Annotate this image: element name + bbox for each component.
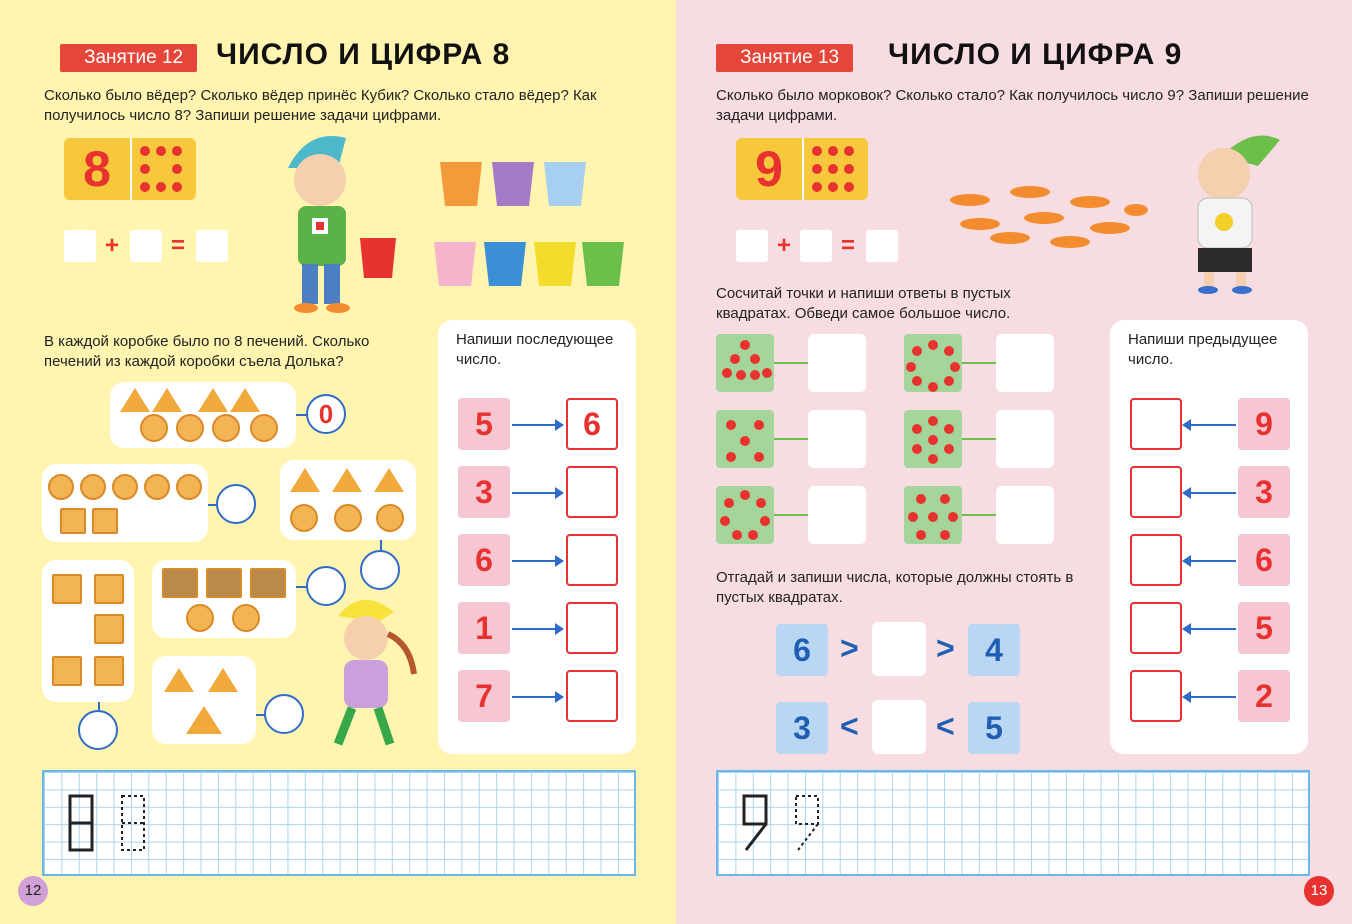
answer-box[interactable] (996, 334, 1054, 392)
connector (962, 438, 996, 440)
equals-sign: = (171, 232, 186, 259)
digit-8-sample (62, 792, 152, 854)
answer-circle[interactable] (78, 710, 118, 750)
answer-box[interactable] (566, 670, 618, 722)
lesson-badge: Занятие 12 (60, 44, 197, 72)
task-text: В каждой коробке было по 8 печений. Сколько печений из каждой коробки съела Долька? (44, 333, 370, 370)
number-box: 6 (776, 624, 828, 676)
equals-sign: = (841, 232, 856, 259)
cookie-box (110, 382, 296, 448)
answer-box[interactable] (736, 230, 768, 262)
answer-box[interactable] (866, 230, 898, 262)
answer-circle[interactable] (264, 694, 304, 734)
connector (962, 362, 996, 364)
connector (774, 514, 808, 516)
answer-box[interactable] (808, 334, 866, 392)
cookie-box (42, 560, 134, 702)
answer-box[interactable] (196, 230, 228, 262)
compare-sign: < (840, 708, 859, 744)
right-arrow-icon (512, 492, 562, 494)
given-number-box: 6 (1238, 534, 1290, 586)
answer-box[interactable] (872, 700, 926, 754)
dot-card (716, 410, 774, 468)
compare-sign: > (936, 630, 955, 666)
answer-box[interactable]: 6 (566, 398, 618, 450)
answer-box[interactable] (1130, 602, 1182, 654)
answer-box[interactable] (1130, 398, 1182, 450)
given-number-box: 9 (1238, 398, 1290, 450)
answer-box[interactable] (1130, 670, 1182, 722)
number-box: 5 (968, 702, 1020, 754)
dot-card (716, 334, 774, 392)
answer-circle[interactable]: 0 (306, 394, 346, 434)
card-digit: 9 (755, 141, 783, 197)
page-number: 13 (1304, 876, 1334, 906)
answer-box[interactable] (64, 230, 96, 262)
given-number-box: 2 (1238, 670, 1290, 722)
left-arrow-icon (1184, 560, 1236, 562)
given-number-box: 1 (458, 602, 510, 654)
given-number-box: 6 (458, 534, 510, 586)
page-title: ЧИСЛО И ЦИФРА 9 (888, 38, 1183, 71)
dot-pattern (130, 138, 196, 200)
dot-card (716, 486, 774, 544)
given-number-box: 3 (458, 466, 510, 518)
boy-illustration (1162, 126, 1292, 296)
answer-circle[interactable] (360, 550, 400, 590)
answer-box[interactable] (808, 410, 866, 468)
connector (774, 362, 808, 364)
right-arrow-icon (512, 696, 562, 698)
buckets-illustration (434, 148, 624, 286)
right-arrow-icon (512, 628, 562, 630)
dot-card (904, 410, 962, 468)
answer-box[interactable] (800, 230, 832, 262)
page-number: 12 (18, 876, 48, 906)
answer-box[interactable] (1130, 534, 1182, 586)
left-arrow-icon (1184, 696, 1236, 698)
right-page (676, 0, 1352, 924)
dot-pattern (802, 138, 868, 200)
given-number-box: 3 (1238, 466, 1290, 518)
number-card (736, 138, 868, 200)
connector (774, 438, 808, 440)
compare-sign: > (840, 630, 859, 666)
left-arrow-icon (1184, 628, 1236, 630)
carrots-illustration (940, 180, 1150, 250)
answer-box[interactable] (566, 534, 618, 586)
number-card (64, 138, 196, 200)
answer-box[interactable] (1130, 466, 1182, 518)
cookie-box (280, 460, 416, 540)
given-number-box: 5 (458, 398, 510, 450)
cookie-box (42, 464, 208, 542)
given-number-box: 7 (458, 670, 510, 722)
dot-card (904, 334, 962, 392)
right-arrow-icon (512, 560, 562, 562)
dot-card (904, 486, 962, 544)
answer-box[interactable] (996, 410, 1054, 468)
plus-sign: + (777, 232, 792, 259)
digit-9-sample (736, 792, 826, 854)
left-arrow-icon (1184, 492, 1236, 494)
right-arrow-icon (512, 424, 562, 426)
answer-box[interactable] (872, 622, 926, 676)
number-box: 4 (968, 624, 1020, 676)
cookie-box (152, 656, 256, 744)
task-text: Сколько было морковок? Сколько стало? Как получилось число 9? Запиши решение задачи цифрами. (716, 87, 1309, 124)
page-title: ЧИСЛО И ЦИФРА 8 (216, 38, 511, 71)
card-title: Напиши последующее число. (456, 331, 614, 368)
plus-sign: + (105, 232, 120, 259)
lesson-badge: Занятие 13 (716, 44, 853, 72)
left-arrow-icon (1184, 424, 1236, 426)
answer-box[interactable] (566, 466, 618, 518)
connector (962, 514, 996, 516)
girl-illustration (318, 594, 434, 754)
task-text: Сосчитай точки и напиши ответы в пустых квадратах. Обведи самое большое число. (716, 285, 1011, 322)
card-title: Напиши предыдущее число. (1128, 331, 1278, 368)
boy-illustration (268, 128, 408, 318)
task-text: Сколько было вёдер? Сколько вёдер принёс Кубик? Сколько стало вёдер? Как получилось число 8? Запиши решение задачи цифрами. (44, 87, 597, 124)
cookie-box (152, 560, 296, 638)
task-text: Отгадай и запиши числа, которые должны стоять в пустых квадратах. (716, 569, 1074, 606)
given-number-box: 5 (1238, 602, 1290, 654)
card-digit: 8 (83, 141, 111, 197)
answer-box[interactable] (566, 602, 618, 654)
answer-box[interactable] (130, 230, 162, 262)
number-box: 3 (776, 702, 828, 754)
answer-box[interactable] (996, 486, 1054, 544)
compare-sign: < (936, 708, 955, 744)
answer-circle[interactable] (216, 484, 256, 524)
answer-box[interactable] (808, 486, 866, 544)
